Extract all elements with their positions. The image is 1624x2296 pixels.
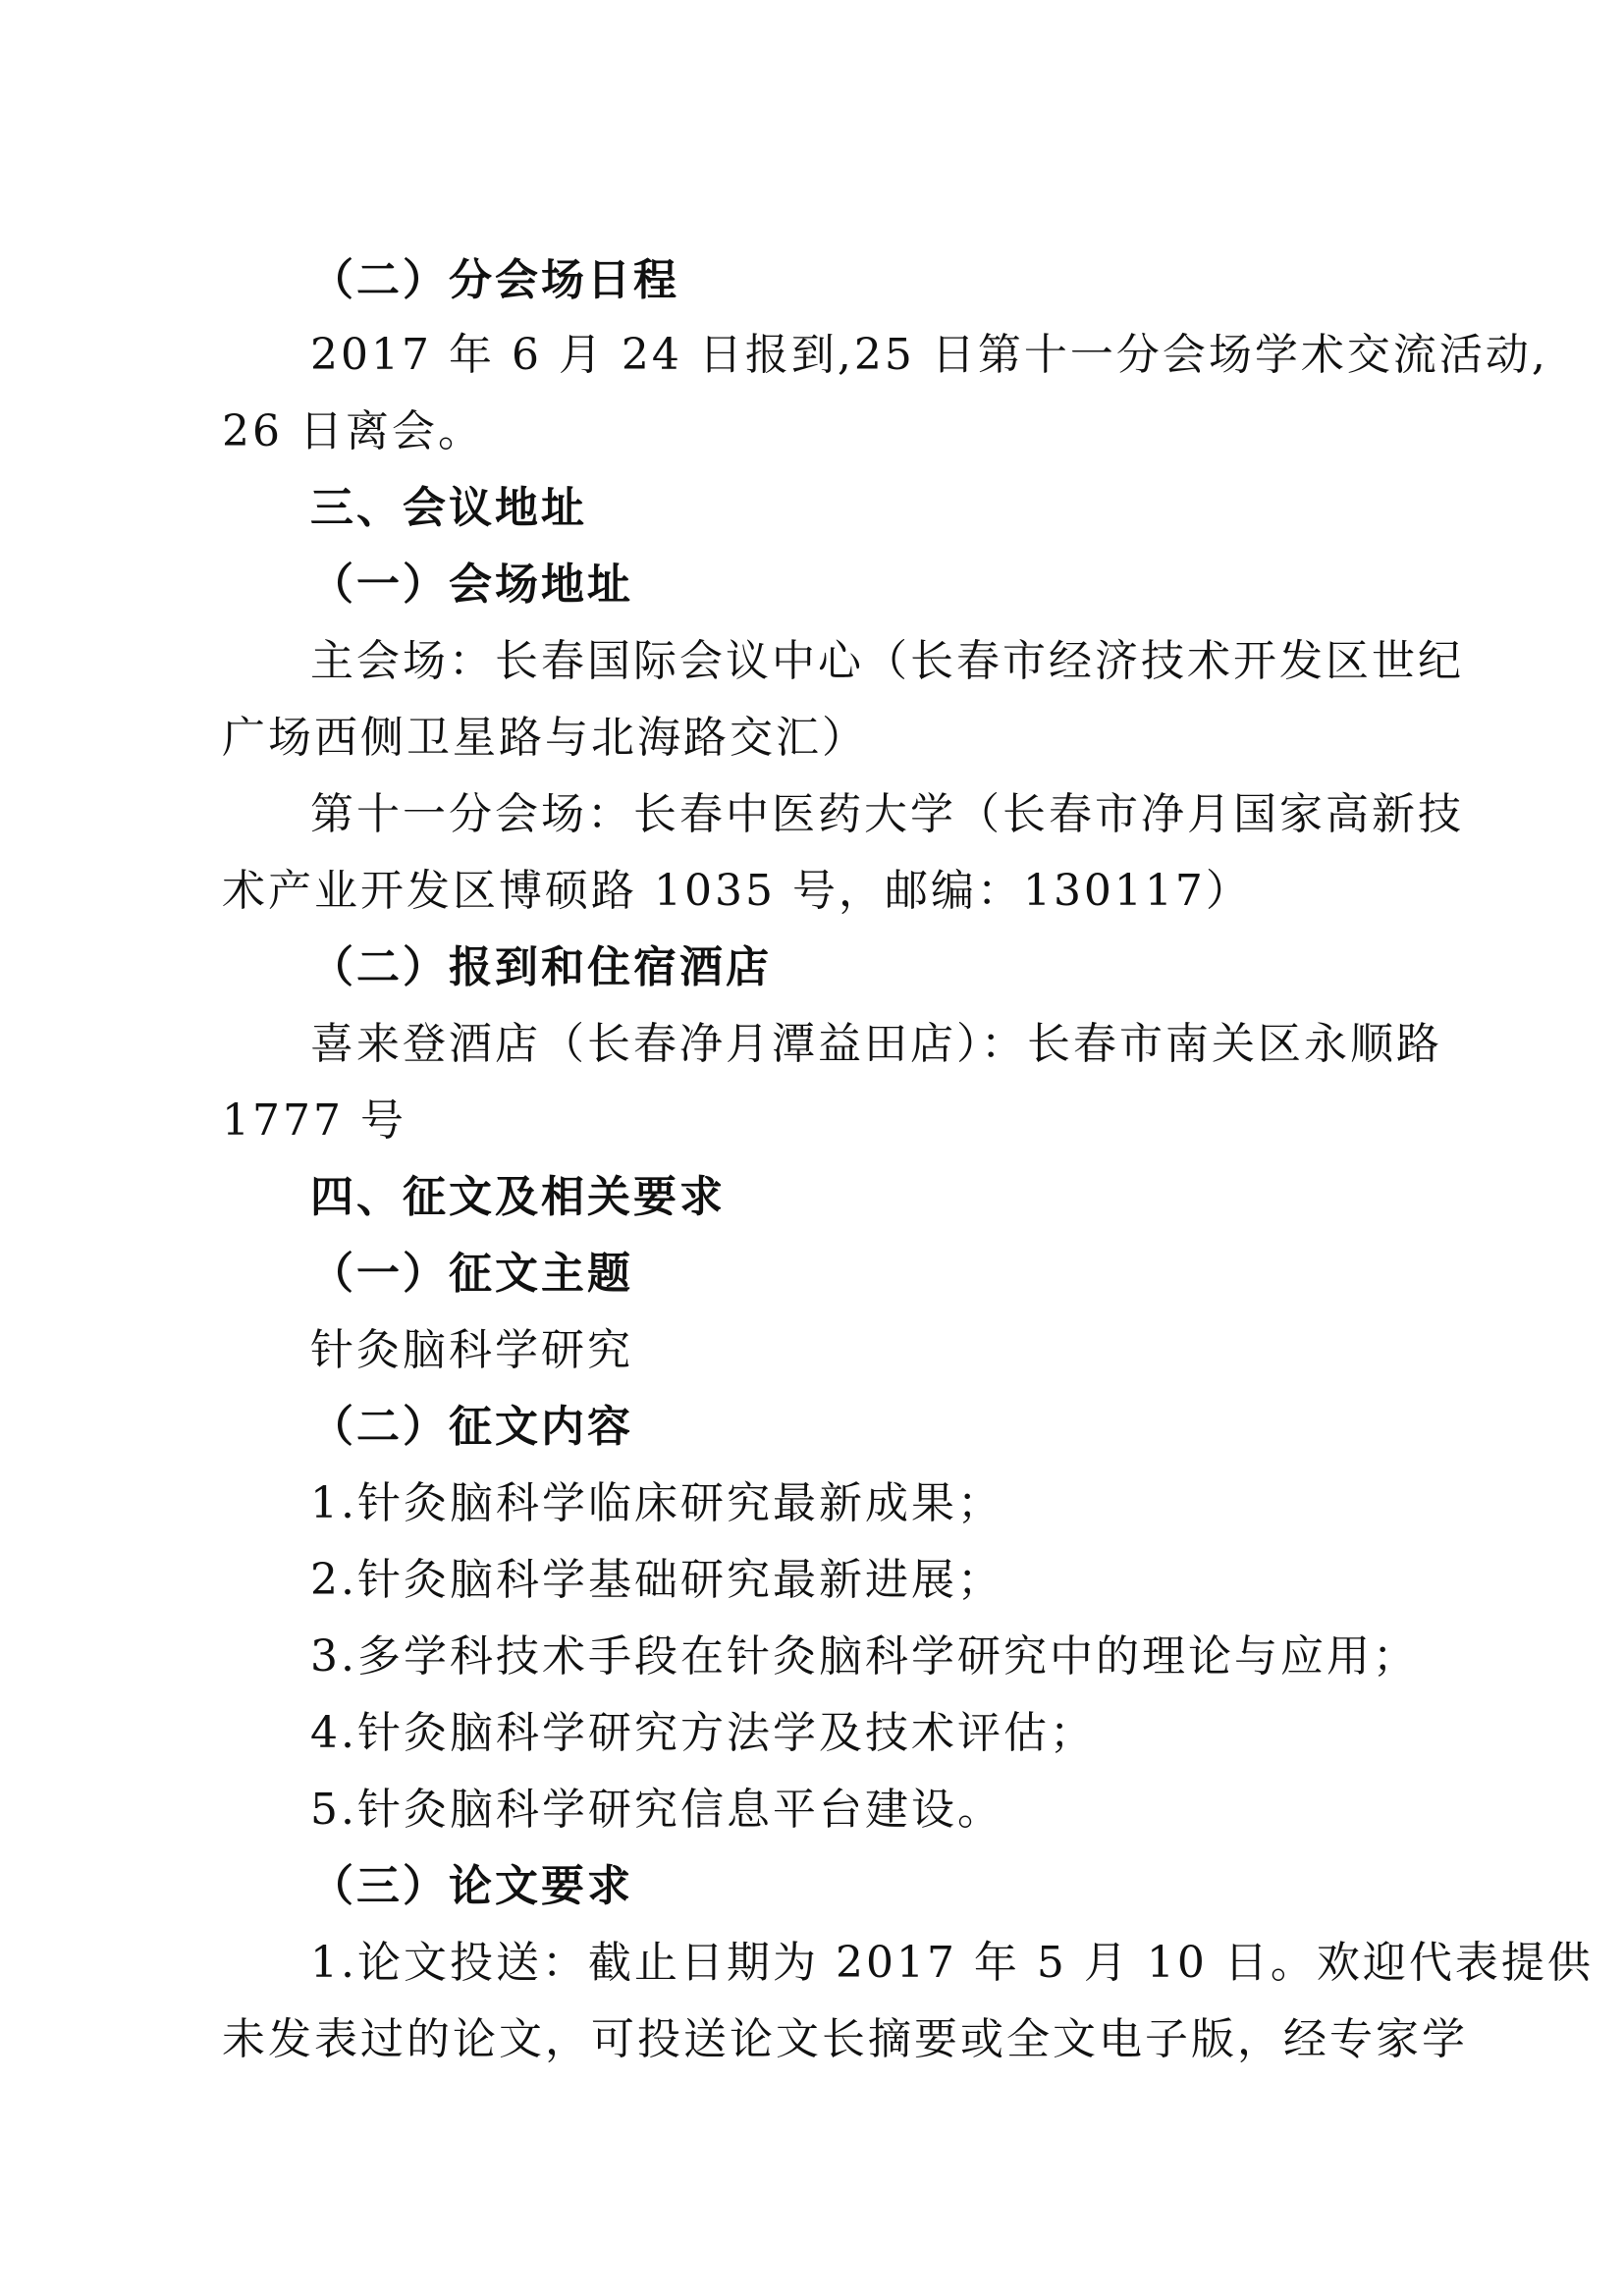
subsection-heading-paper-requirements: （三）论文要求 [310, 1861, 633, 1911]
subsection-heading-theme: （一）征文主题 [310, 1249, 633, 1299]
subsection-heading-hotel: （二）报到和住宿酒店 [310, 942, 772, 992]
main-venue-line-1: 主会场：长春国际会议中心（长春市经济技术开发区世纪 [310, 636, 1464, 686]
schedule-paragraph-line-1: 2017 年 6 月 24 日报到,25 日第十一分会场学术交流活动, [310, 330, 1548, 380]
hotel-line-2: 1777 号 [222, 1095, 406, 1146]
content-item-2: 2.针灸脑科学基础研究最新进展； [310, 1555, 1003, 1605]
theme-text: 针灸脑科学研究 [310, 1325, 633, 1375]
content-item-3: 3.多学科技术手段在针灸脑科学研究中的理论与应用； [310, 1631, 1419, 1682]
content-item-4: 4.针灸脑科学研究方法学及技术评估； [310, 1708, 1096, 1758]
hotel-line-1: 喜来登酒店（长春净月潭益田店）：长春市南关区永顺路 [310, 1019, 1442, 1069]
schedule-paragraph-line-2: 26 日离会。 [222, 406, 484, 456]
section-heading-call-for-papers: 四、征文及相关要求 [310, 1172, 726, 1222]
paper-requirements-line-1: 1.论文投送：截止日期为 2017 年 5 月 10 日。欢迎代表提供 [310, 1938, 1594, 1988]
branch-venue-line-2: 术产业开发区博硕路 1035 号，邮编：130117） [222, 866, 1252, 916]
main-venue-line-2: 广场西侧卫星路与北海路交汇） [222, 713, 868, 763]
subsection-heading-schedule: （二）分会场日程 [310, 255, 679, 305]
section-heading-venue: 三、会议地址 [310, 483, 587, 533]
subsection-heading-content: （二）征文内容 [310, 1402, 633, 1452]
content-item-1: 1.针灸脑科学临床研究最新成果； [310, 1478, 1003, 1528]
subsection-heading-venue-address: （一）会场地址 [310, 560, 633, 610]
paper-requirements-line-2: 未发表过的论文，可投送论文长摘要或全文电子版，经专家学 [222, 2014, 1468, 2064]
branch-venue-line-1: 第十一分会场：长春中医药大学（长春市净月国家高新技 [310, 789, 1464, 839]
content-item-5: 5.针灸脑科学研究信息平台建设。 [310, 1785, 1003, 1835]
